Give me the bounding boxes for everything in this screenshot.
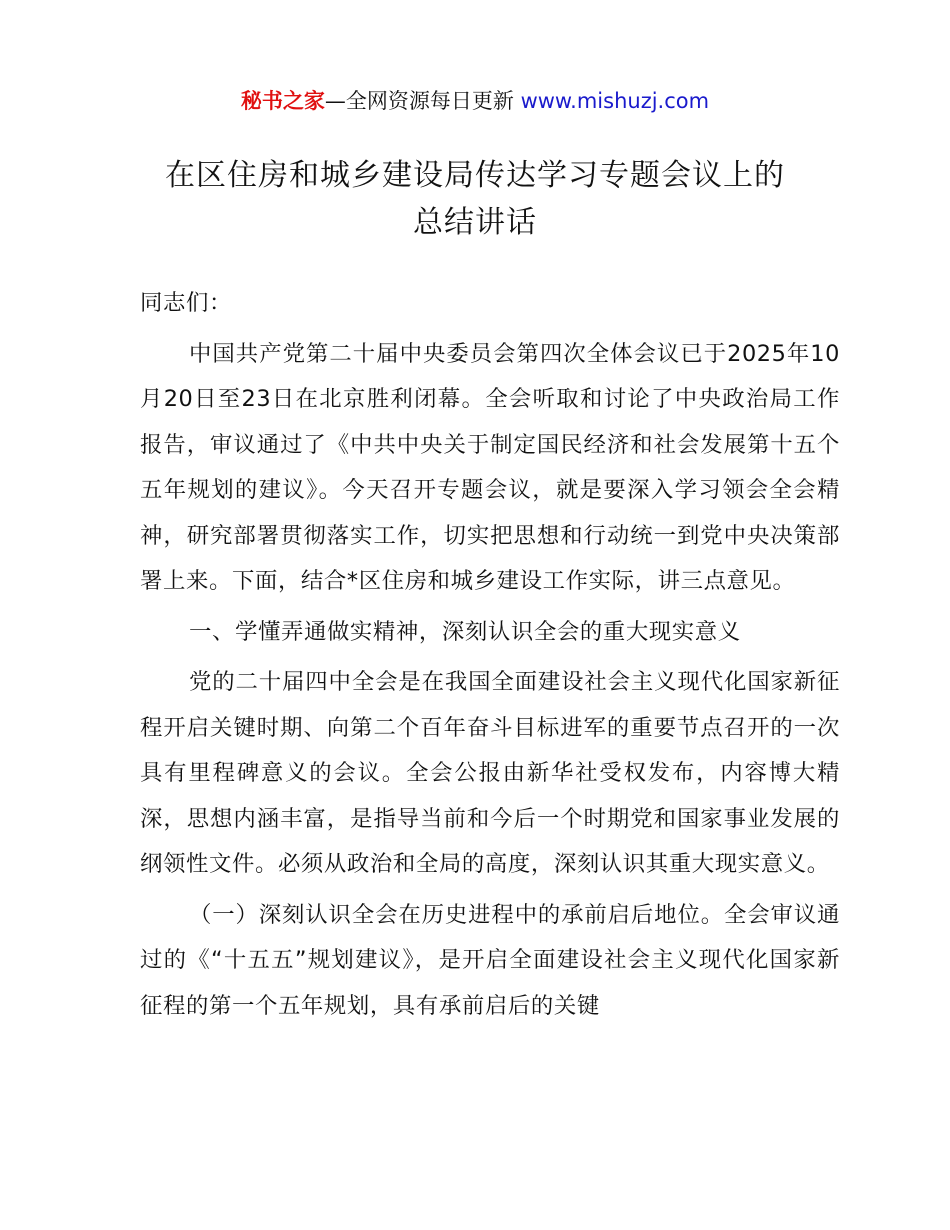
- title-line-1: 在区住房和城乡建设局传达学习专题会议上的: [165, 158, 785, 193]
- header-tagline: —全网资源每日更新: [324, 89, 521, 113]
- paragraph-section-1: 党的二十届四中全会是在我国全面建设社会主义现代化国家新征程开启关键时期、向第二个百年奋斗目标进军的重要节点召开的一次具有里程碑意义的会议。全会公报由新华社受权发布，内容博大精深，思想内涵丰富，是指导当前和今后一个时期党和国家事业发展的纲领性文件。必须从政治和全局的高度，深刻认识其重大现实意义。: [140, 669, 840, 877]
- title-line-2: 总结讲话: [413, 205, 537, 240]
- salutation: 同志们：: [140, 290, 232, 316]
- site-header: [0, 86, 950, 116]
- paragraph-subsection-1: （一）深刻认识全会在历史进程中的承前启后地位。全会审议通过的《“十五五”规划建议》，是开启全面建设社会主义现代化国家新征程的第一个五年规划，具有承前启后的关键: [140, 901, 840, 1019]
- section-heading-1: 一、学懂弄通做实精神，深刻认识全会的重大现实意义: [189, 618, 741, 645]
- document-title: [100, 152, 850, 246]
- paragraph-intro: 中国共产党第二十届中央委员会第四次全体会议已于2025年10月20日至23日在北京胜利闭幕。全会听取和讨论了中央政治局工作报告，审议通过了《中共中央关于制定国民经济和社会发展第十五个五年规划的建议》。今天召开专题会议，就是要深入学习领会全会精神，研究部署贯彻落实工作，切实把思想和行动统一到党中央决策部署上来。下面，结合*区住房和城乡建设工作实际，讲三点意见。: [140, 340, 840, 594]
- document-body: [140, 281, 840, 1029]
- site-url-link[interactable]: www.mishuzj.com: [520, 89, 710, 113]
- brand-name: 秘书之家: [240, 89, 325, 113]
